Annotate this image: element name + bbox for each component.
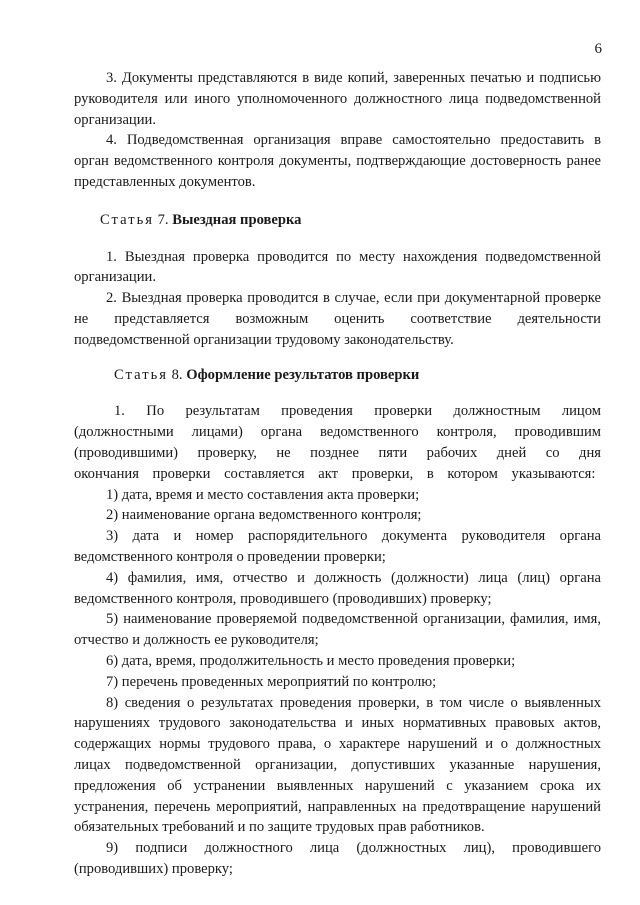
article-8-heading: [74, 365, 601, 386]
article-7-number: 7.: [157, 211, 169, 228]
article-7-heading: [74, 210, 601, 231]
article-8-number: 8.: [171, 366, 183, 383]
article-8-item-2: 2) наименование органа ведомственного контроля;: [106, 507, 422, 524]
article-8-item-8: 8) сведения о результатах проведения проверки, в том числе о выявленных нарушениях трудового законодательства и иных нормативных правовых актов, содержащих нормы трудового права, о характере нарушений и о должностных лицах подведомственной организации, допустивших указанные нарушения, предложения об устранении выявленных нарушений с указанием срока их устранения, перечень мероприятий, направленных на предотвращение нарушений обязательных требований и по защите трудовых прав работников.: [74, 694, 601, 836]
article-7-label: Статья: [100, 211, 154, 228]
article-8-item-5: 5) наименование проверяемой подведомственной организации, фамилия, имя, отчество и должность ее руководителя;: [74, 611, 601, 649]
article-8-intro: 1. По результатам проведения проверки должностным лицом (должностными лицами) органа ведомственного контроля, проводившим (проводившими) проверку, не позднее пяти рабочих дней со дня окончания проверки составляется акт проверки, в котором указываются:: [74, 403, 601, 482]
article-8-item-3: 3) дата и номер распорядительного документа руководителя органа ведомственного контроля о проведении проверки;: [74, 528, 601, 565]
paragraph-4: 4. Подведомственная организация вправе самостоятельно предоставить в орган ведомственного контроля документы, подтверждающие достоверность ранее представленных документов.: [74, 132, 601, 190]
article-8-title: Оформление результатов проверки: [186, 366, 420, 383]
page-number: 6: [594, 41, 602, 57]
paragraph-3: 3. Документы представляются в виде копий, заверенных печатью и подписью руководителя или иного уполномоченного должностного лица подведомственной организации.: [74, 70, 601, 128]
article-8-item-1: 1) дата, время и место составления акта проверки;: [106, 486, 420, 503]
article-8-item-9: 9) подписи должностного лица (должностных лиц), проводившего (проводивших) проверку;: [74, 840, 601, 877]
article-8-item-4: 4) фамилия, имя, отчество и должность (должности) лица (лиц) органа ведомственного контроля, проводившего (проводивших) проверку;: [74, 569, 601, 607]
article-8-item-7: 7) перечень проведенных мероприятий по контролю;: [106, 673, 437, 690]
article-7-item-1: 1. Выездная проверка проводится по месту нахождения подведомственной организации.: [74, 248, 601, 286]
article-7-title: Выездная проверка: [172, 211, 302, 228]
article-8-item-6: 6) дата, время, продолжительность и место проведения проверки;: [106, 652, 516, 669]
article-8-label: Статья: [114, 366, 168, 383]
document-body: [74, 68, 601, 880]
article-7-item-2: 2. Выездная проверка проводится в случае, если при документарной проверке не представляется возможным оценить соответствие деятельности подведомственной организации трудовому законодательству.: [74, 290, 601, 348]
